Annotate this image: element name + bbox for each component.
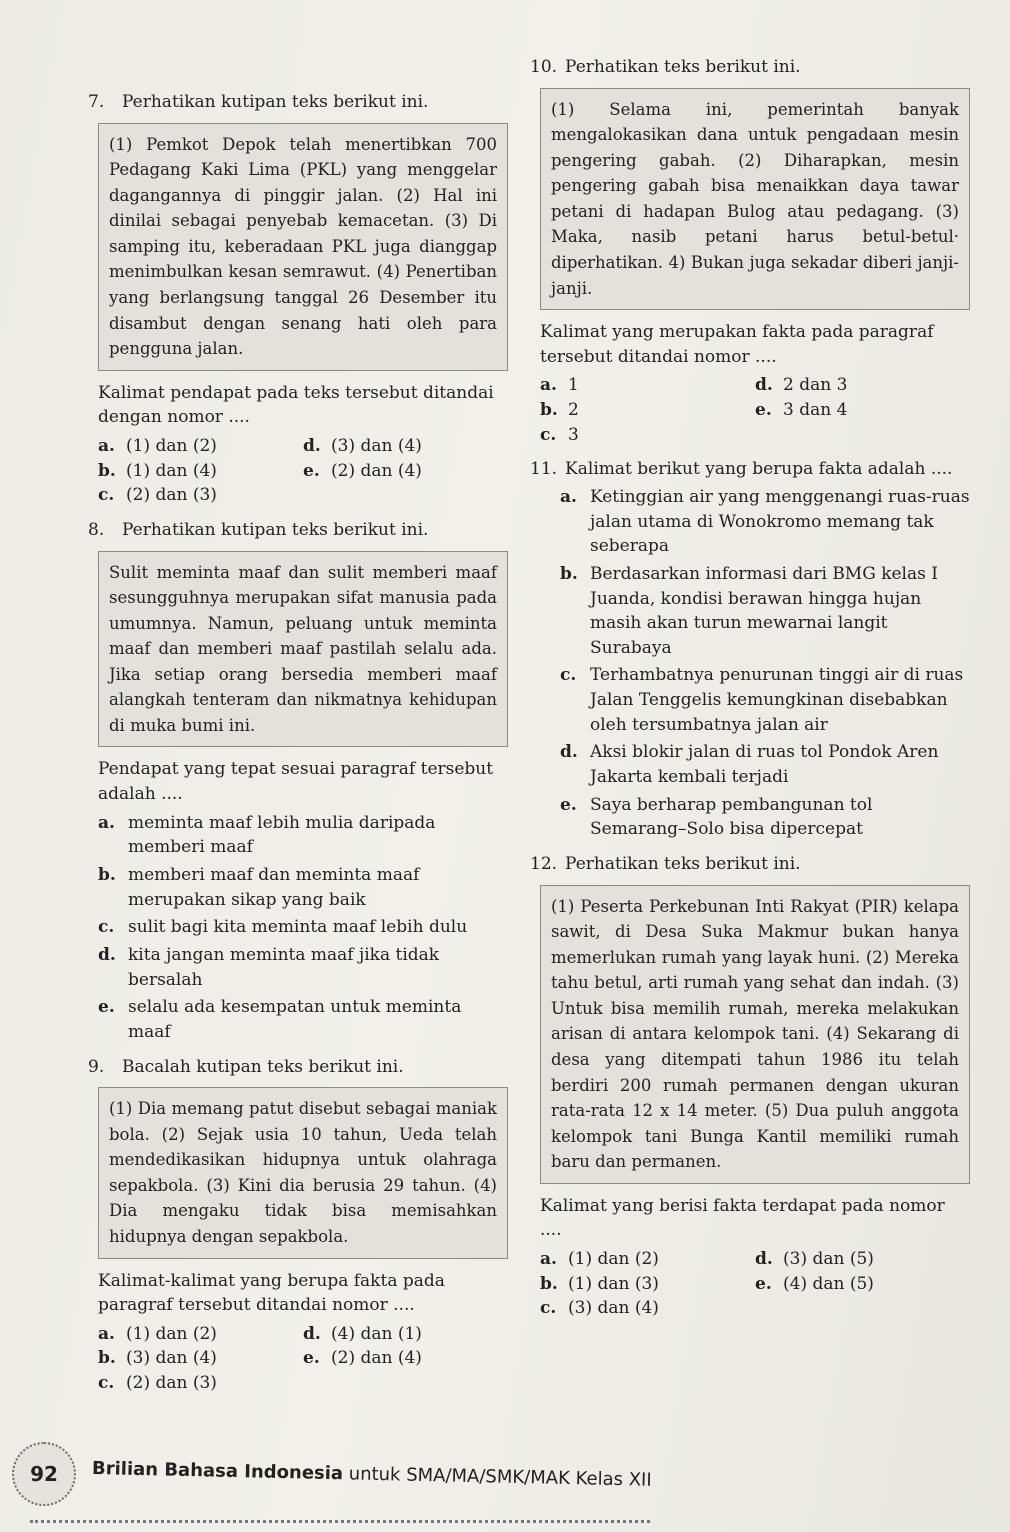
- option-c[interactable]: c. (2) dan (3): [98, 1373, 217, 1394]
- question-intro: Perhatikan teks berikut ini.: [565, 853, 801, 874]
- option-a[interactable]: a. meminta maaf lebih mulia daripada memberi maaf: [98, 812, 436, 858]
- question-number: 10.: [530, 57, 558, 77]
- option-e[interactable]: e. (2) dan (4): [303, 1348, 422, 1369]
- option-b[interactable]: b. (1) dan (4): [98, 460, 217, 481]
- option-e[interactable]: e. Saya berharap pembangunan tol Semarang–Solo bisa dipercepat: [560, 794, 873, 840]
- question-11: [530, 457, 970, 842]
- option-e[interactable]: e. selalu ada kesempatan untuk meminta maaf: [98, 997, 462, 1042]
- option-c[interactable]: c. (2) dan (3): [98, 485, 217, 506]
- question-7: [88, 90, 508, 508]
- page-footer: [0, 1440, 1010, 1532]
- option-b[interactable]: b. 2: [540, 400, 579, 421]
- option-b[interactable]: b. Berdasarkan informasi dari BMG kelas I Juanda, kondisi berawan hingga hujan masih akan turun mewarnai langit Surabaya: [560, 563, 938, 658]
- question-number: 8.: [88, 519, 105, 540]
- answer-options: [98, 1322, 508, 1396]
- passage-box: (1) Pemkot Depok telah menertibkan 700 Pedagang Kaki Lima (PKL) yang menggelar dagangannya di pinggir jalan. (2) Hal ini dinilai sebagai penyebab kemacetan. (3) Di samping itu, keberadaan PKL juga dianggap menimbulkan kesan semrawut. (4) Penertiban yang berlangsung tanggal 26 Desember itu disambut dengan senang hati oleh para pengguna jalan.: [98, 123, 508, 371]
- option-b[interactable]: b. memberi maaf dan meminta maaf merupakan sikap yang baik: [98, 865, 420, 910]
- right-column: [530, 55, 970, 1331]
- option-d[interactable]: d. (3) dan (5): [755, 1249, 874, 1270]
- question-12: [530, 852, 970, 1321]
- book-title-main: Brilian Bahasa Indonesia: [91, 1458, 344, 1485]
- passage-box: (1) Peserta Perkebunan Inti Rakyat (PIR) kelapa sawit, di Desa Suka Makmur bukan hanya memerlukan rumah yang layak huni. (2) Mereka tahu betul, arti rumah yang sehat dan indah. (3) Untuk bisa memilih rumah, mereka melakukan arisan di antara kelompok tani. (4) Sekarang di desa yang ditempati tahun 1986 itu telah berdiri 200 rumah permanen dengan ukuran rata-rata 12 x 14 meter. (5) Dua puluh anggota kelompok tani Bunga Kantil memiliki rumah baru dan permanen.: [540, 885, 970, 1184]
- answer-options: [540, 1247, 970, 1321]
- option-a[interactable]: a. Ketinggian air yang menggenangi ruas-ruas jalan utama di Wonokromo memang tak seberapa: [560, 486, 970, 557]
- question-9: [88, 1055, 508, 1396]
- option-e[interactable]: e. (2) dan (4): [303, 460, 422, 481]
- question-intro: Perhatikan kutipan teks berikut ini.: [122, 92, 429, 112]
- question-prompt: Kalimat-kalimat yang berupa fakta pada paragraf tersebut ditandai nomor ....: [98, 1270, 445, 1316]
- book-title: [92, 1458, 652, 1491]
- book-title-rest: untuk SMA/MA/SMK/MAK Kelas XII: [342, 1463, 652, 1491]
- option-d[interactable]: d. (4) dan (1): [303, 1323, 422, 1344]
- option-d[interactable]: d. 2 dan 3: [755, 375, 848, 396]
- option-a[interactable]: a. (1) dan (2): [98, 1323, 217, 1344]
- question-intro: Bacalah kutipan teks berikut ini.: [122, 1056, 404, 1077]
- question-number: 7.: [88, 92, 105, 112]
- question-number: 11.: [530, 459, 558, 480]
- option-c[interactable]: c. sulit bagi kita meminta maaf lebih dulu: [98, 917, 468, 938]
- question-intro: Perhatikan kutipan teks berikut ini.: [122, 519, 429, 540]
- footer-dotted-rule: [30, 1520, 650, 1523]
- option-a[interactable]: a. 1: [540, 375, 579, 396]
- answer-options: [540, 373, 970, 447]
- option-a[interactable]: a. (1) dan (2): [540, 1249, 659, 1270]
- left-column: [88, 90, 508, 1406]
- question-prompt: Kalimat yang merupakan fakta pada paragraf tersebut ditandai nomor ....: [540, 322, 934, 367]
- option-b[interactable]: b. (1) dan (3): [540, 1273, 659, 1294]
- question-number: 9.: [88, 1056, 105, 1077]
- question-number: 12.: [530, 853, 558, 874]
- question-prompt: Kalimat yang berisi fakta terdapat pada nomor ....: [540, 1195, 945, 1241]
- option-c[interactable]: c. (3) dan (4): [540, 1298, 659, 1319]
- option-e[interactable]: e. (4) dan (5): [755, 1273, 874, 1294]
- option-b[interactable]: b. (3) dan (4): [98, 1348, 217, 1369]
- passage-box: Sulit meminta maaf dan sulit memberi maaf sesungguhnya merupakan sifat manusia pada umumnya. Namun, peluang untuk meminta maaf dan memberi maaf pastilah selalu ada. Jika setiap orang bersedia memberi maaf alangkah tenteram dan nikmatnya kehidupan di muka bumi ini.: [98, 551, 508, 748]
- passage-box: (1) Selama ini, pemerintah banyak mengalokasikan dana untuk pengadaan mesin pengering gabah. (2) Diharapkan, mesin pengering gabah bisa menaikkan daya tawar petani di hadapan Bulog atau pedagang. (3) Maka, nasib petani harus betul-betul· diperhatikan. 4) Bukan juga sekadar diberi janji-janji.: [540, 88, 970, 311]
- answer-options: [560, 485, 970, 842]
- question-intro: Perhatikan teks berikut ini.: [565, 57, 801, 77]
- page-number: 92: [12, 1442, 76, 1506]
- option-e[interactable]: e. 3 dan 4: [755, 400, 848, 421]
- passage-box: (1) Dia memang patut disebut sebagai maniak bola. (2) Sejak usia 10 tahun, Ueda telah mendedikasikan hidupnya untuk olahraga sepakbola. (3) Kini dia berusia 29 tahun. (4) Dia mengaku tidak bisa memisahkan hidupnya dengan sepakbola.: [98, 1087, 508, 1258]
- answer-options: [98, 811, 508, 1045]
- option-a[interactable]: a. (1) dan (2): [98, 435, 217, 456]
- option-d[interactable]: d. Aksi blokir jalan di ruas tol Pondok Aren Jakarta kembali terjadi: [560, 742, 939, 788]
- option-c[interactable]: c. Terhambatnya penurunan tinggi air di ruas Jalan Tenggelis kemungkinan disebabkan oleh tersumbatnya jalan air: [560, 665, 964, 735]
- option-d[interactable]: d. (3) dan (4): [303, 435, 422, 456]
- question-prompt: Kalimat berikut yang berupa fakta adalah ....: [565, 459, 953, 480]
- question-8: [88, 518, 508, 1045]
- question-10: [530, 55, 970, 447]
- question-prompt: Pendapat yang tepat sesuai paragraf tersebut adalah ....: [98, 759, 494, 805]
- option-c[interactable]: c. 3: [540, 424, 579, 445]
- answer-options: [98, 434, 508, 508]
- question-prompt: Kalimat pendapat pada teks tersebut ditandai dengan nomor ....: [98, 382, 494, 428]
- option-d[interactable]: d. kita jangan meminta maaf jika tidak bersalah: [98, 944, 440, 990]
